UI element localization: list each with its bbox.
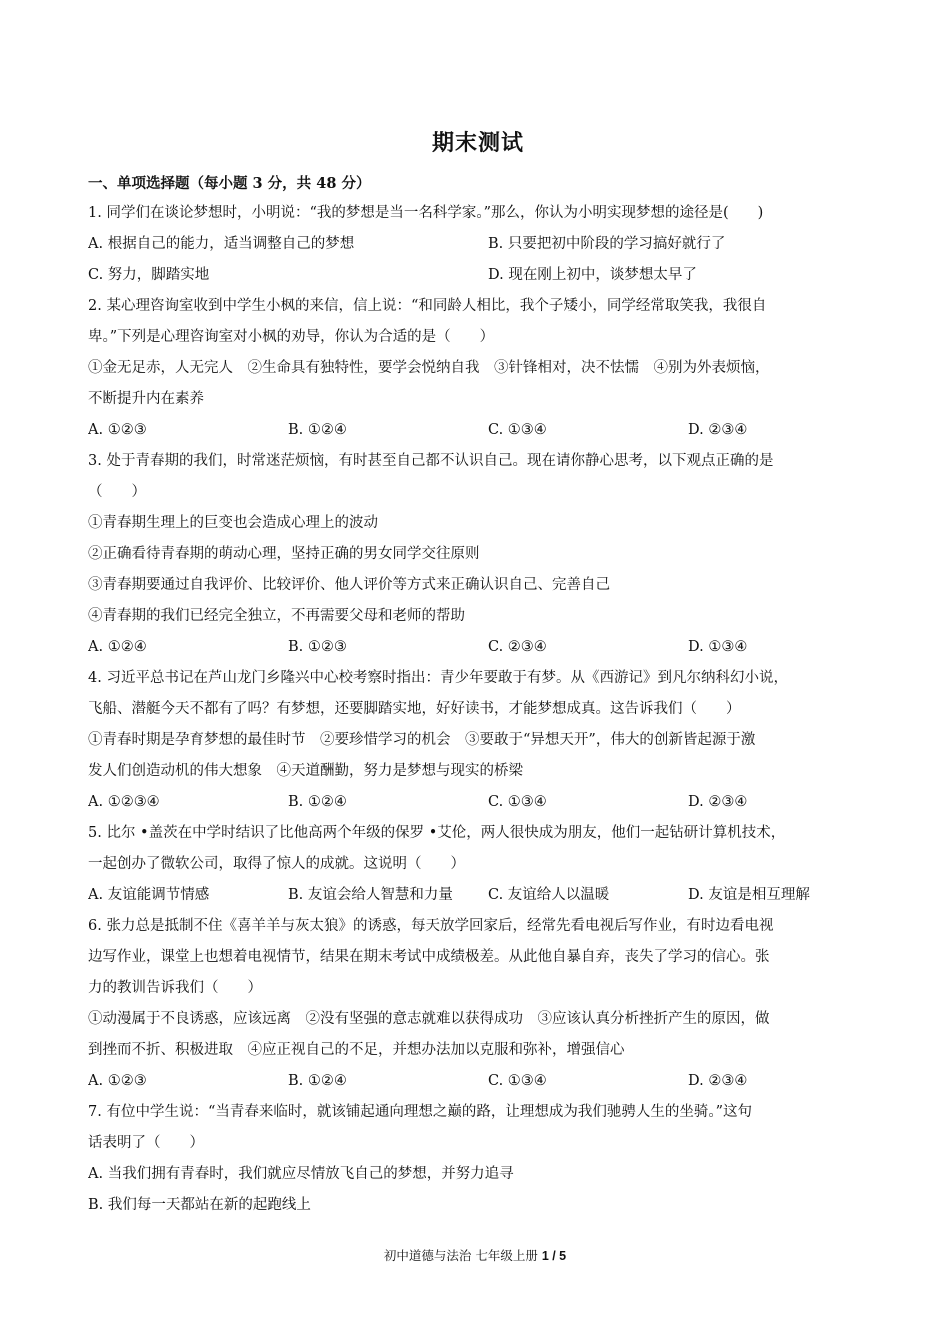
q1-stem: 1. 同学们在谈论梦想时，小明说：“我的梦想是当一名科学家。”那么，你认为小明实现梦想的途径是( ) (88, 205, 764, 221)
q3-option-d: D. ①③④ (688, 639, 748, 655)
q6-option-b: B. ①②④ (288, 1073, 347, 1089)
q7-option-b: B. 我们每一天都站在新的起跑线上 (88, 1197, 311, 1213)
q5-option-c: C. 友谊给人以温暖 (488, 887, 610, 903)
q1-options-row2 (88, 260, 868, 291)
q2-stem-line1: 2. 某心理咨询室收到中学生小枫的来信，信上说：“和同龄人相比，我个子矮小，同学经常取笑我，我很自 (88, 298, 767, 314)
q6-stem-line3: 力的教训告诉我们（ ） (88, 980, 262, 996)
q3-statement-1: ①青春期生理上的巨变也会造成心理上的波动 (88, 515, 378, 531)
q4-statements-line2: 发人们创造动机的伟大想象 ④天道酬勤，努力是梦想与现实的桥梁 (88, 763, 523, 779)
q3-option-a: A. ①②④ (88, 639, 147, 655)
q7-stem-line2: 话表明了（ ） (88, 1135, 204, 1151)
section-heading: 一、单项选择题（每小题 3 分，共 48 分） (88, 175, 371, 192)
page-footer (0, 1246, 950, 1264)
q7-stem-line1: 7. 有位中学生说：“当青春来临时，就该铺起通向理想之巅的路，让理想成为我们驰骋人生的坐骑。”这句 (88, 1104, 753, 1120)
question-list (88, 198, 868, 1221)
q3-statement-3: ③青春期要通过自我评价、比较评价、他人评价等方式来正确认识自己、完善自己 (88, 577, 610, 593)
q4-option-b: B. ①②④ (288, 794, 347, 810)
q5-option-d: D. 友谊是相互理解 (688, 887, 810, 903)
q2-statements-line1: ①金无足赤，人无完人 ②生命具有独特性，要学会悦纳自我 ③针锋相对，决不怯懦 ④别为外表烦恼， (88, 360, 770, 376)
q2-statements-line2: 不断提升内在素养 (88, 391, 204, 407)
q6-stem-line1: 6. 张力总是抵制不住《喜羊羊与灰太狼》的诱惑，每天放学回家后，经常先看电视后写作业，有时边看电视 (88, 918, 774, 934)
q4-statements-line1: ①青春时期是孕育梦想的最佳时节 ②要珍惜学习的机会 ③要敢于“异想天开”，伟大的创新皆起源于激 (88, 732, 756, 748)
q3-statement-2: ②正确看待青春期的萌动心理，坚持正确的男女同学交往原则 (88, 546, 480, 562)
q5-options (88, 880, 868, 911)
q3-stem-line2: （ ） (88, 484, 146, 500)
q3-option-b: B. ①②③ (288, 639, 347, 655)
q3-options (88, 632, 868, 663)
q1-option-d: D. 现在刚上初中，谈梦想太早了 (488, 267, 697, 283)
page-number: 1 / 5 (541, 1249, 567, 1263)
q6-statements-line1: ①动漫属于不良诱惑，应该远离 ②没有坚强的意志就难以获得成功 ③应该认真分析挫折产生的原因，做 (88, 1011, 770, 1027)
q4-option-d: D. ②③④ (688, 794, 748, 810)
q1-option-b: B. 只要把初中阶段的学习搞好就行了 (488, 236, 726, 252)
q6-option-a: A. ①②③ (88, 1073, 147, 1089)
page-title: 期末测试 (431, 130, 524, 156)
q5-option-a: A. 友谊能调节情感 (88, 887, 210, 903)
q3-statement-4: ④青春期的我们已经完全独立，不再需要父母和老师的帮助 (88, 608, 465, 624)
q6-statements-line2: 到挫而不折、积极进取 ④应正视自己的不足，并想办法加以克服和弥补，增强信心 (88, 1042, 625, 1058)
q3-option-c: C. ②③④ (488, 639, 547, 655)
q2-option-d: D. ②③④ (688, 422, 748, 438)
q1-option-a: A. 根据自己的能力，适当调整自己的梦想 (88, 236, 355, 252)
q5-stem-line1: 5. 比尔 •盖茨在中学时结识了比他高两个年级的保罗 •艾伦，两人很快成为朋友，他们一起钻研计算机技术， (88, 825, 786, 841)
q4-option-c: C. ①③④ (488, 794, 547, 810)
q2-option-b: B. ①②④ (288, 422, 347, 438)
q4-option-a: A. ①②③④ (88, 794, 160, 810)
footer-text: 初中道德与法治 七年级上册 (383, 1248, 542, 1263)
q2-option-a: A. ①②③ (88, 422, 147, 438)
q6-option-c: C. ①③④ (488, 1073, 547, 1089)
q6-stem-line2: 边写作业，课堂上也想着电视情节，结果在期末考试中成绩极差。从此他自暴自弃，丧失了学习的信心。张 (88, 949, 770, 965)
q4-options (88, 787, 868, 818)
q3-stem-line1: 3. 处于青春期的我们，时常迷茫烦恼，有时甚至自己都不认识自己。现在请你静心思考，以下观点正确的是 (88, 453, 774, 469)
q2-stem-line2: 卑。”下列是心理咨询室对小枫的劝导，你认为合适的是（ ） (88, 329, 495, 345)
q1-options-row1 (88, 229, 868, 260)
q2-options (88, 415, 868, 446)
q2-option-c: C. ①③④ (488, 422, 547, 438)
q4-stem-line2: 飞船、潜艇今天不都有了吗？有梦想，还要脚踏实地，好好读书，才能梦想成真。这告诉我们（ ） (88, 701, 741, 717)
q5-option-b: B. 友谊会给人智慧和力量 (288, 887, 453, 903)
q6-options (88, 1066, 868, 1097)
q4-stem-line1: 4. 习近平总书记在芦山龙门乡隆兴中心校考察时指出：青少年要敢于有梦。从《西游记》到凡尔纳科幻小说， (88, 670, 788, 686)
q6-option-d: D. ②③④ (688, 1073, 748, 1089)
q5-stem-line2: 一起创办了微软公司，取得了惊人的成就。这说明（ ） (88, 856, 465, 872)
q7-option-a: A. 当我们拥有青春时，我们就应尽情放飞自己的梦想，并努力追寻 (88, 1166, 514, 1182)
q1-option-c: C. 努力，脚踏实地 (88, 267, 210, 283)
